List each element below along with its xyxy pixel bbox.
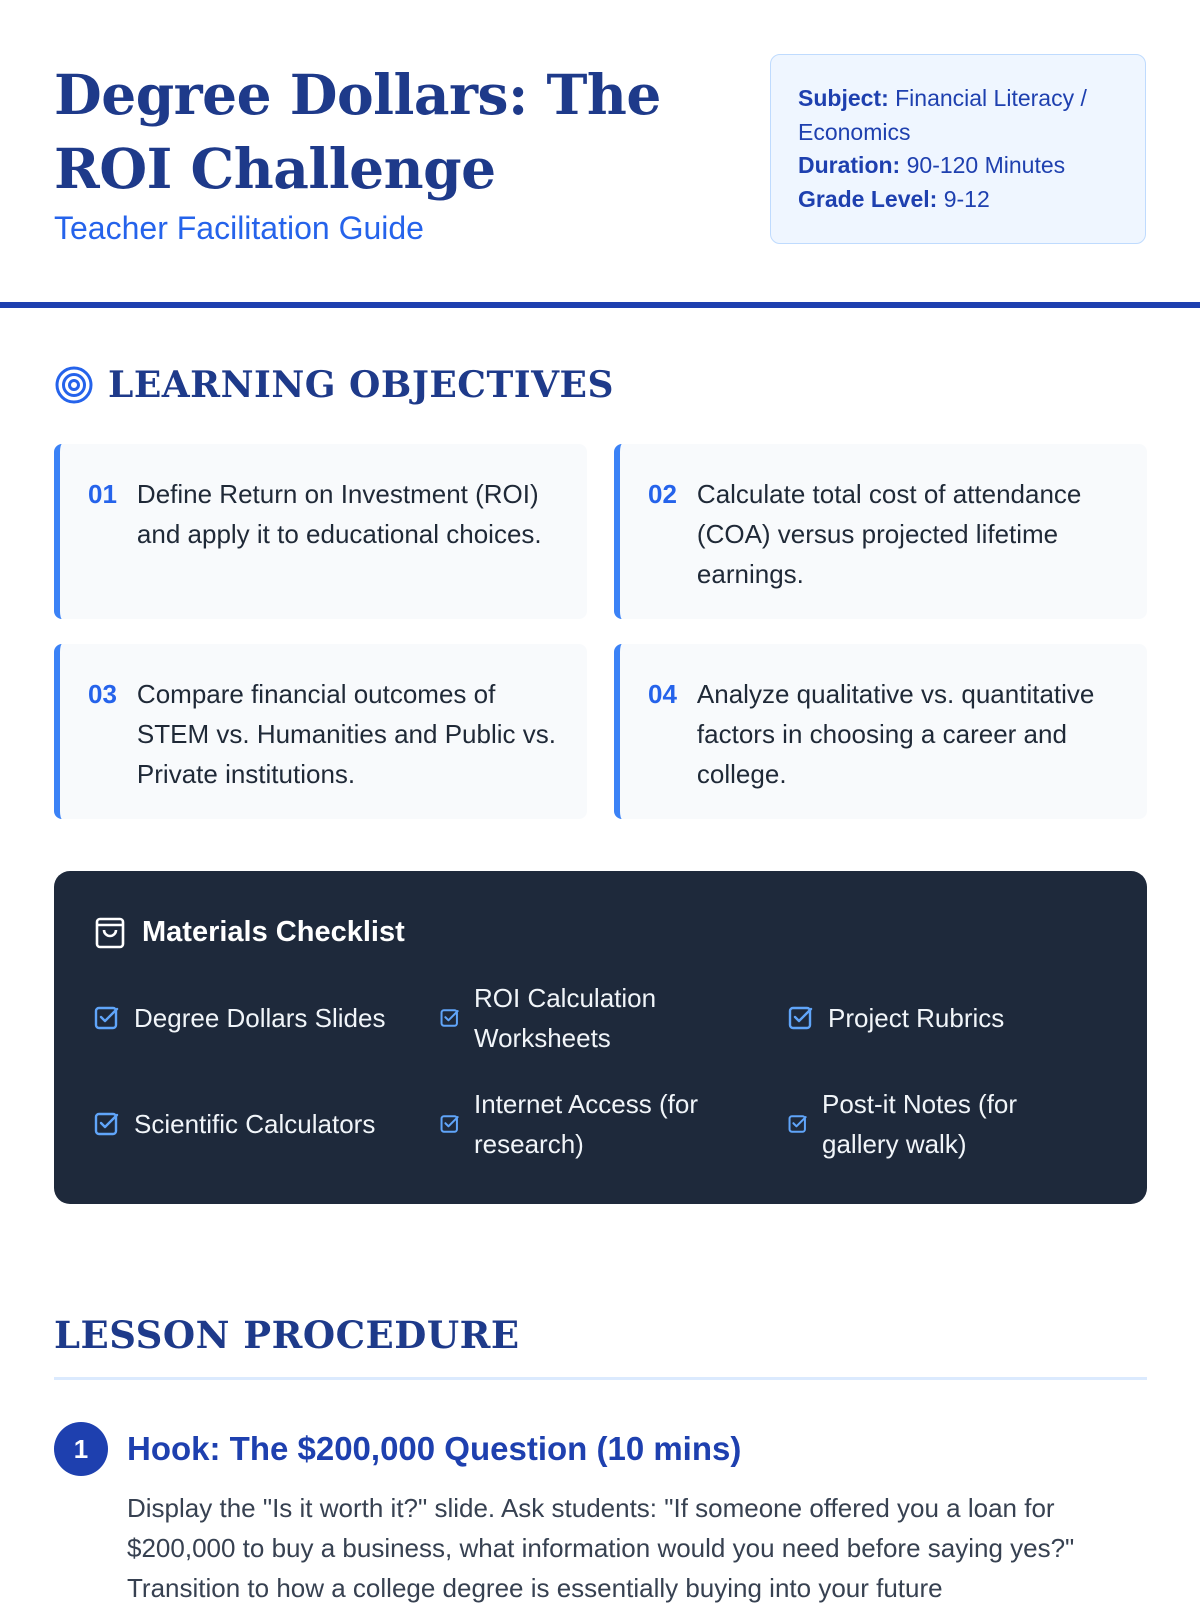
- objective-text: Calculate total cost of attendance (COA) versus projected lifetime earnings.: [696, 479, 1082, 589]
- materials-item-label: ROI Calculation Worksheets: [474, 983, 657, 1053]
- step-description: Display the "Is it worth it?" slide. Ask students: "If someone offered you a loan for $200,000 to buy a business, what information would you need before saying yes?" Transition to how a college degree is essentially buying into your future: [127, 1493, 1075, 1603]
- materials-item-label: Internet Access (for research): [474, 1089, 698, 1159]
- procedure-heading: LESSON PROCEDURE: [54, 1313, 520, 1357]
- objective-number: 01: [88, 479, 117, 509]
- objective-card-1: [54, 444, 587, 619]
- page-subtitle: Teacher Facilitation Guide: [54, 210, 424, 246]
- materials-heading: [94, 915, 405, 949]
- materials-item: [94, 1104, 375, 1144]
- page-header: [0, 0, 1200, 300]
- objective-card-2: [614, 444, 1147, 619]
- objective-number: 04: [648, 679, 677, 709]
- header-divider: [0, 302, 1200, 308]
- materials-item-label: Scientific Calculators: [134, 1109, 376, 1139]
- checkbox-checked-icon: [788, 1114, 808, 1134]
- objective-text: Analyze qualitative vs. quantitative factors in choosing a career and college.: [696, 679, 1095, 789]
- materials-item: [94, 998, 385, 1038]
- checkbox-checked-icon: [788, 1005, 814, 1031]
- objective-number: 03: [88, 679, 117, 709]
- objective-number: 02: [648, 479, 677, 509]
- objective-text: Define Return on Investment (ROI) and apply it to educational choices.: [136, 479, 542, 549]
- checkbox-checked-icon: [94, 1005, 120, 1031]
- target-icon: [54, 365, 94, 405]
- procedure-divider: [54, 1377, 1147, 1380]
- materials-item-label: Degree Dollars Slides: [134, 1003, 386, 1033]
- step-number-badge: 1: [54, 1422, 108, 1476]
- step-title: Hook: The $200,000 Question (10 mins): [127, 1430, 742, 1467]
- objective-text: Compare financial outcomes of STEM vs. Humanities and Public vs. Private institutions.: [136, 679, 556, 789]
- materials-item-label: Post-it Notes (for gallery walk): [822, 1089, 1018, 1159]
- checkbox-checked-icon: [94, 1111, 120, 1137]
- materials-item: [440, 1084, 740, 1164]
- materials-item-label: Project Rubrics: [828, 1003, 1005, 1033]
- meta-grade-value: 9-12: [943, 185, 990, 212]
- objectives-heading-text: LEARNING OBJECTIVES: [108, 364, 614, 406]
- materials-checklist: [54, 871, 1147, 1204]
- meta-duration-value: 90-120 Minutes: [906, 152, 1066, 178]
- page-title: Degree Dollars: The ROI Challenge: [54, 62, 661, 201]
- objective-card-3: [54, 644, 587, 819]
- meta-duration: [798, 149, 1118, 183]
- materials-item: [788, 1084, 1088, 1164]
- lesson-meta-box: [770, 54, 1146, 244]
- materials-heading-text: Materials Checklist: [142, 915, 405, 948]
- objective-card-4: [614, 644, 1147, 819]
- checkbox-checked-icon: [440, 1008, 460, 1028]
- meta-subject-value: Financial Literacy / Economics: [798, 85, 1087, 145]
- meta-subject: [798, 82, 1118, 149]
- meta-duration-label: Duration:: [798, 152, 901, 178]
- objectives-heading: [54, 364, 614, 406]
- shopping-bag-icon: [94, 915, 126, 949]
- materials-item: [788, 998, 1004, 1038]
- checkbox-checked-icon: [440, 1114, 460, 1134]
- meta-subject-label: Subject:: [798, 85, 889, 111]
- meta-grade-label: Grade Level:: [798, 185, 938, 212]
- meta-grade: [798, 183, 1118, 217]
- materials-item: [440, 978, 740, 1058]
